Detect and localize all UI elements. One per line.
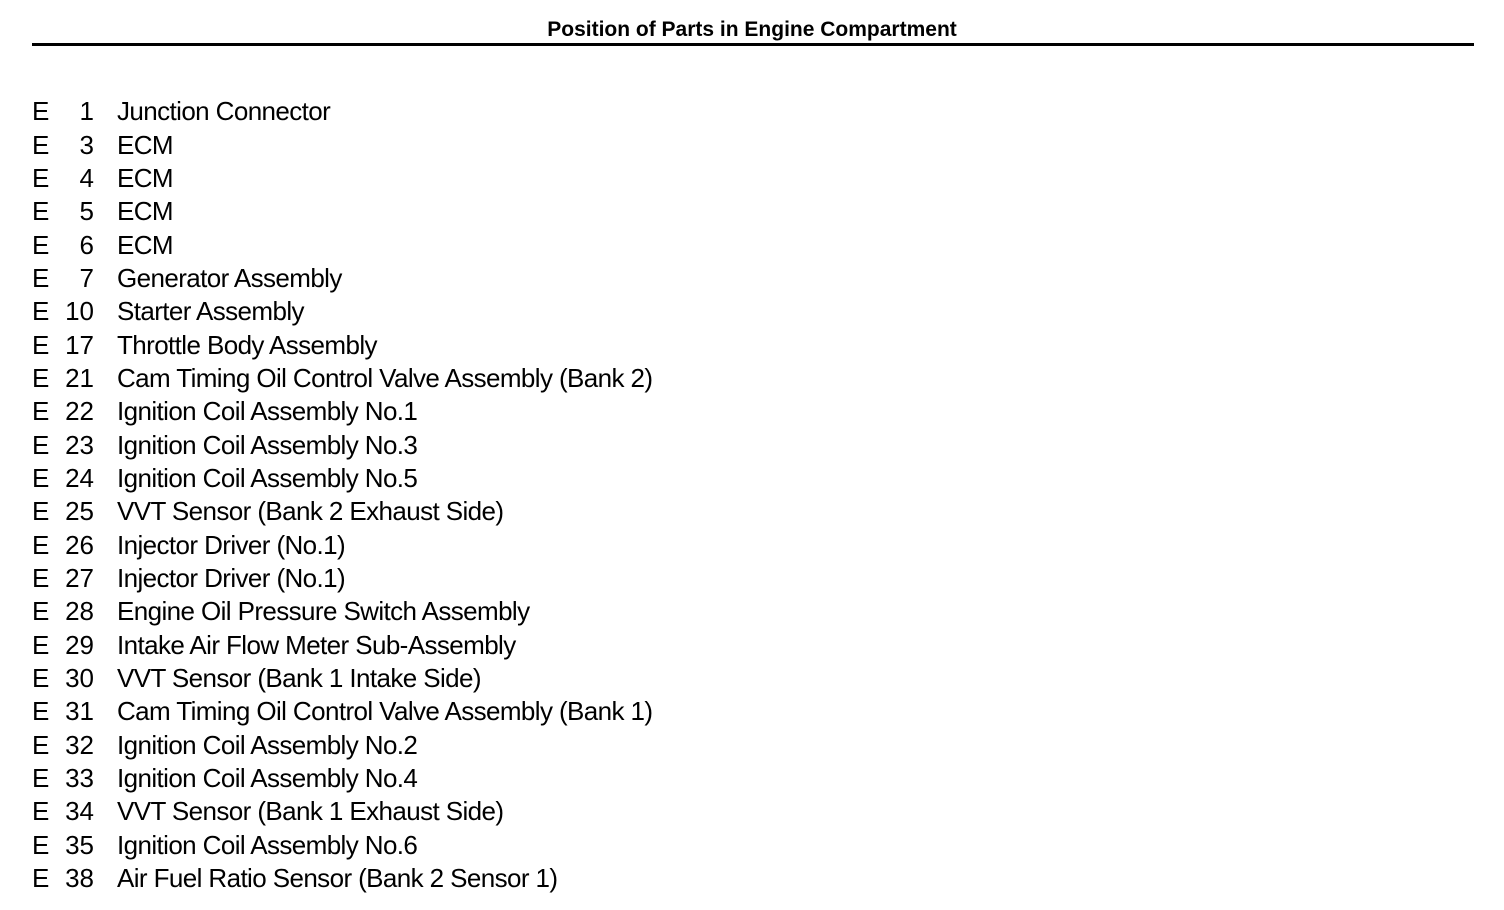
part-prefix: E <box>32 663 50 694</box>
parts-list <box>32 95 652 895</box>
list-item <box>32 462 652 495</box>
list-item <box>32 829 652 862</box>
part-number: 5 <box>79 196 94 227</box>
list-item <box>32 629 652 662</box>
part-name: Engine Oil Pressure Switch Assembly <box>117 596 530 627</box>
part-number: 25 <box>65 496 94 527</box>
part-name: ECM <box>117 162 173 193</box>
part-prefix: E <box>32 462 50 493</box>
part-name: Cam Timing Oil Control Valve Assembly (Bank 1) <box>117 696 653 727</box>
part-prefix: E <box>32 262 50 293</box>
part-name: Injector Driver (No.1) <box>117 529 346 560</box>
part-name: Starter Assembly <box>117 296 304 327</box>
list-item <box>32 495 652 528</box>
list-item <box>32 662 652 695</box>
part-prefix: E <box>32 429 50 460</box>
part-prefix: E <box>32 229 50 260</box>
list-item <box>32 428 652 461</box>
part-name: VVT Sensor (Bank 1 Exhaust Side) <box>117 796 504 827</box>
list-item <box>32 162 652 195</box>
list-item <box>32 729 652 762</box>
part-name: Throttle Body Assembly <box>117 329 377 360</box>
part-number: 3 <box>79 129 94 160</box>
list-item <box>32 595 652 628</box>
part-number: 35 <box>65 829 94 860</box>
part-number: 33 <box>65 763 94 794</box>
list-item <box>32 562 652 595</box>
part-prefix: E <box>32 729 50 760</box>
part-number: 32 <box>65 729 94 760</box>
part-number: 29 <box>65 629 94 660</box>
page-title: Position of Parts in Engine Compartment <box>547 18 957 41</box>
part-name: Cam Timing Oil Control Valve Assembly (Bank 2) <box>117 362 653 393</box>
part-name: ECM <box>117 196 173 227</box>
part-prefix: E <box>32 829 50 860</box>
list-item <box>32 528 652 561</box>
part-number: 17 <box>65 329 94 360</box>
list-item <box>32 95 652 128</box>
part-prefix: E <box>32 362 50 393</box>
part-name: Ignition Coil Assembly No.2 <box>117 729 418 760</box>
list-item <box>32 762 652 795</box>
part-name: Ignition Coil Assembly No.4 <box>117 763 418 794</box>
part-number: 7 <box>79 262 94 293</box>
part-number: 10 <box>65 296 94 327</box>
part-name: Generator Assembly <box>117 262 342 293</box>
part-number: 27 <box>65 562 94 593</box>
list-item <box>32 795 652 828</box>
part-number: 1 <box>79 96 94 127</box>
part-number: 21 <box>65 362 94 393</box>
part-prefix: E <box>32 396 50 427</box>
part-number: 26 <box>65 529 94 560</box>
part-name: VVT Sensor (Bank 2 Exhaust Side) <box>117 496 504 527</box>
part-prefix: E <box>32 129 50 160</box>
part-name: Ignition Coil Assembly No.5 <box>117 462 418 493</box>
part-number: 24 <box>65 462 94 493</box>
part-name: VVT Sensor (Bank 1 Intake Side) <box>117 663 481 694</box>
part-prefix: E <box>32 296 50 327</box>
part-number: 31 <box>65 696 94 727</box>
part-name: Air Fuel Ratio Sensor (Bank 2 Sensor 1) <box>117 863 558 894</box>
list-item <box>32 262 652 295</box>
part-prefix: E <box>32 763 50 794</box>
part-name: ECM <box>117 129 173 160</box>
part-number: 34 <box>65 796 94 827</box>
part-name: Ignition Coil Assembly No.1 <box>117 396 418 427</box>
part-number: 4 <box>79 162 94 193</box>
part-prefix: E <box>32 196 50 227</box>
part-number: 28 <box>65 596 94 627</box>
part-name: ECM <box>117 229 173 260</box>
part-prefix: E <box>32 96 50 127</box>
part-number: 23 <box>65 429 94 460</box>
part-prefix: E <box>32 162 50 193</box>
part-number: 38 <box>65 863 94 894</box>
list-item <box>32 128 652 161</box>
list-item <box>32 295 652 328</box>
list-item <box>32 395 652 428</box>
list-item <box>32 195 652 228</box>
part-name: Injector Driver (No.1) <box>117 562 346 593</box>
part-prefix: E <box>32 596 50 627</box>
part-prefix: E <box>32 696 50 727</box>
list-item <box>32 695 652 728</box>
title-divider <box>32 43 1474 46</box>
part-prefix: E <box>32 629 50 660</box>
part-prefix: E <box>32 562 50 593</box>
list-item <box>32 328 652 361</box>
part-number: 30 <box>65 663 94 694</box>
part-name: Ignition Coil Assembly No.3 <box>117 429 418 460</box>
list-item <box>32 228 652 261</box>
part-number: 6 <box>79 229 94 260</box>
list-item <box>32 862 652 895</box>
list-item <box>32 362 652 395</box>
part-name: Junction Connector <box>117 96 331 127</box>
part-prefix: E <box>32 496 50 527</box>
part-number: 22 <box>65 396 94 427</box>
part-prefix: E <box>32 529 50 560</box>
part-name: Intake Air Flow Meter Sub-Assembly <box>117 629 516 660</box>
part-prefix: E <box>32 796 50 827</box>
part-name: Ignition Coil Assembly No.6 <box>117 829 418 860</box>
part-prefix: E <box>32 329 50 360</box>
part-prefix: E <box>32 863 50 894</box>
